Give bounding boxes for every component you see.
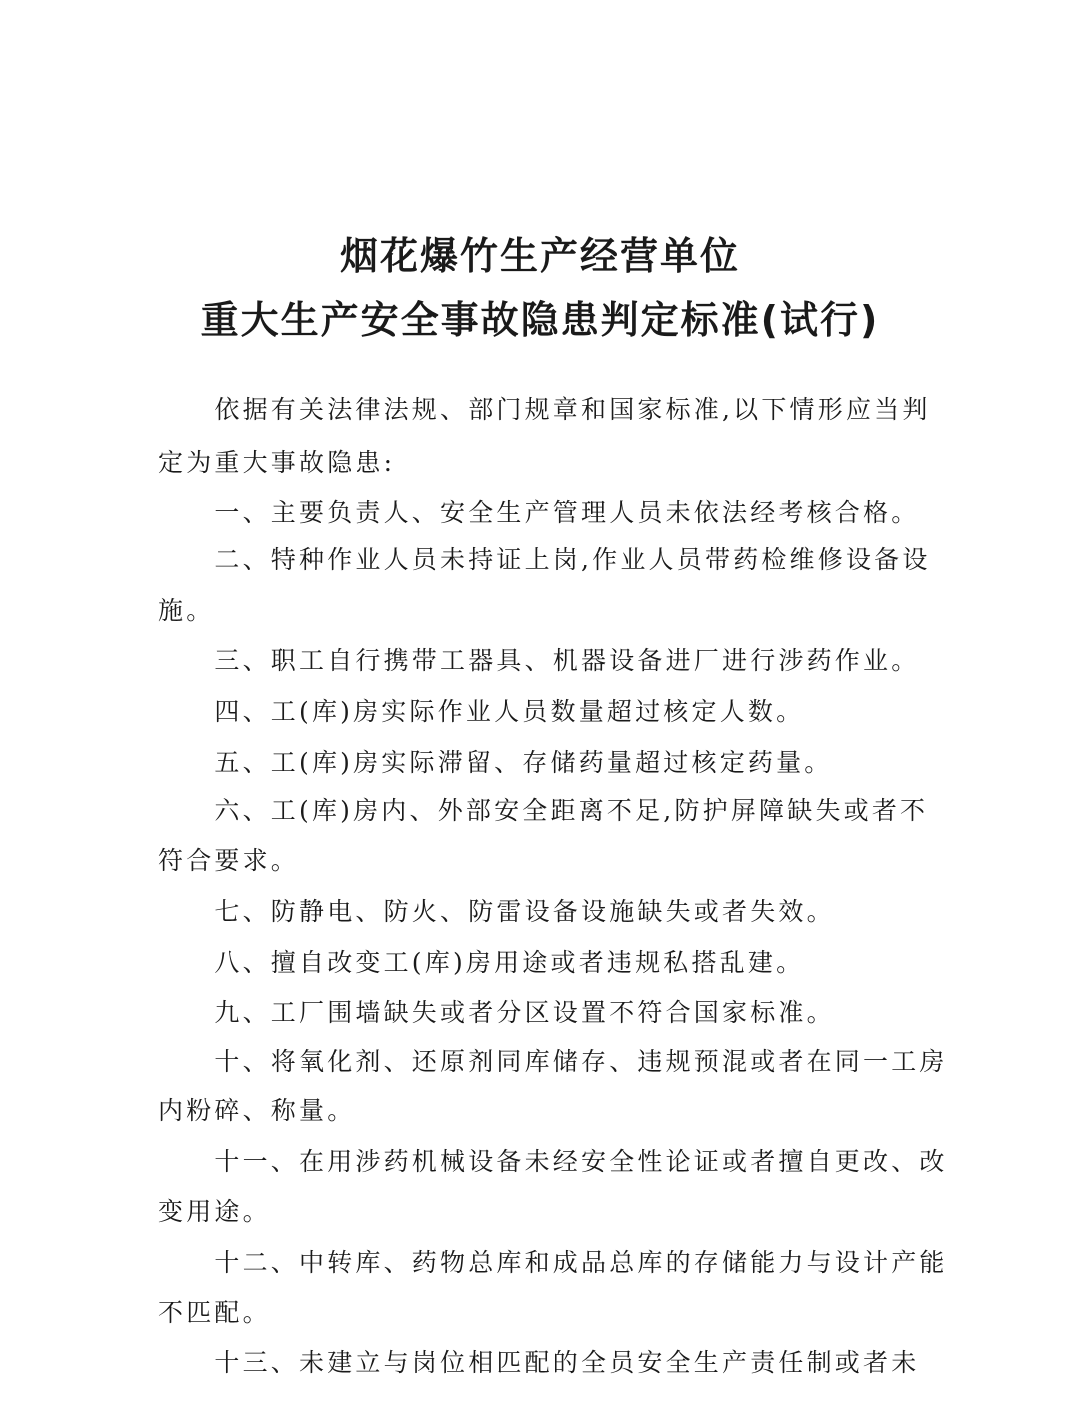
text-line: 四、工(库)房实际作业人员数量超过核定人数。 <box>158 697 805 726</box>
text-line: 不匹配。 <box>158 1298 271 1327</box>
document-title-line-1: 烟花爆竹生产经营单位 <box>339 234 740 278</box>
text-line: 二、特种作业人员未持证上岗,作业人员带药检维修设备设 <box>158 545 931 574</box>
text-line: 十一、在用涉药机械设备未经安全性论证或者擅自更改、改 <box>158 1147 948 1176</box>
text-line: 十三、未建立与岗位相匹配的全员安全生产责任制或者未 <box>158 1348 920 1377</box>
document-title-line-2: 重大生产安全事故隐患判定标准(试行) <box>200 298 880 342</box>
text-line: 依据有关法律法规、部门规章和国家标准,以下情形应当判 <box>158 395 931 424</box>
text-line: 变用途。 <box>158 1197 271 1226</box>
text-line: 七、防静电、防火、防雷设备设施缺失或者失效。 <box>158 897 835 926</box>
text-line: 一、主要负责人、安全生产管理人员未依法经考核合格。 <box>158 498 920 527</box>
text-line: 内粉碎、称量。 <box>158 1096 356 1125</box>
text-line: 五、工(库)房实际滞留、存储药量超过核定药量。 <box>158 748 833 777</box>
text-line: 三、职工自行携带工器具、机器设备进厂进行涉药作业。 <box>158 646 920 675</box>
text-line: 八、擅自改变工(库)房用途或者违规私搭乱建。 <box>158 948 805 977</box>
text-line: 十、将氧化剂、还原剂同库储存、违规预混或者在同一工房 <box>158 1047 948 1076</box>
text-line: 十二、中转库、药物总库和成品总库的存储能力与设计产能 <box>158 1248 948 1277</box>
text-line: 九、工厂围墙缺失或者分区设置不符合国家标准。 <box>158 998 835 1027</box>
text-line: 施。 <box>158 596 215 625</box>
text-line: 定为重大事故隐患: <box>158 448 396 477</box>
text-line: 符合要求。 <box>158 846 300 875</box>
text-line: 六、工(库)房内、外部安全距离不足,防护屏障缺失或者不 <box>158 796 929 825</box>
